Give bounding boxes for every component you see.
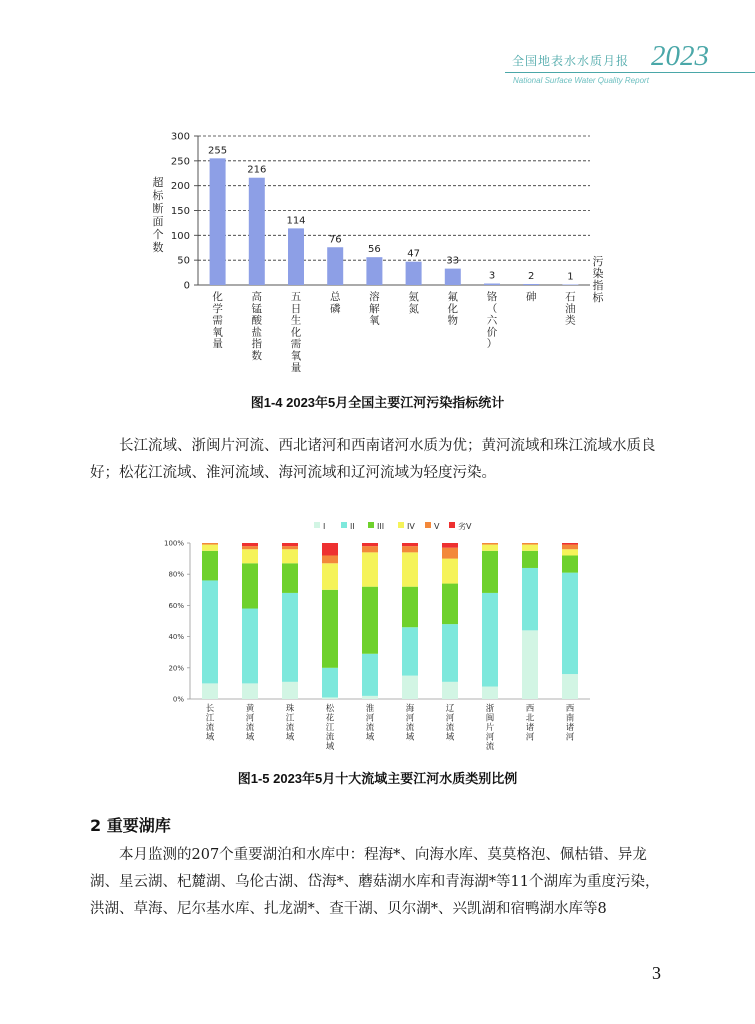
category-label-char: 指 xyxy=(251,338,263,351)
legend-label: II xyxy=(350,522,355,531)
paragraph-text: 本月监测的207个重要湖泊和水库中：程海*、向海水库、莫莫格泡、佩枯错、异龙湖、星云湖、杞麓湖、乌伦古湖、岱海*、蘑菇湖水库和青海湖*等11个湖库为重度污染，洪湖、草海、尼尔基水库、扎龙湖*、查干湖、贝尔湖*、兴凯湖和宿鸭湖水库等8 xyxy=(90,847,660,917)
stacked-segment xyxy=(282,593,298,682)
report-year: 2023 xyxy=(651,40,709,72)
stacked-segment xyxy=(282,543,298,546)
stacked-segment xyxy=(522,551,538,568)
legend-label: I xyxy=(323,522,326,531)
category-label-char: 闽 xyxy=(485,713,495,724)
category-label-char: 价 xyxy=(486,326,498,339)
category-label-char: 流 xyxy=(285,723,295,733)
category-label-char: 域 xyxy=(405,732,415,743)
bar-value-label: 56 xyxy=(368,244,381,256)
stacked-segment xyxy=(402,543,418,546)
legend-swatch xyxy=(449,522,455,528)
stacked-segment xyxy=(362,552,378,586)
stacked-segment xyxy=(442,543,458,548)
stacked-segment xyxy=(402,552,418,586)
y-tick-label: 300 xyxy=(170,131,190,143)
category-label-char: 域 xyxy=(445,732,455,743)
stacked-segment xyxy=(362,696,378,699)
bar-value-label: 76 xyxy=(328,234,342,246)
category-label-char: 砷 xyxy=(525,291,537,303)
stacked-segment xyxy=(322,697,338,699)
y-tick-label: 100 xyxy=(170,230,190,242)
stacked-segment xyxy=(282,682,298,699)
stacked-segment xyxy=(442,584,458,625)
category-label-char: 诸 xyxy=(565,723,575,733)
category-label-char: 河 xyxy=(365,713,375,724)
legend-label: IV xyxy=(407,522,415,531)
bar xyxy=(366,257,382,285)
category-label-char: 流 xyxy=(245,723,255,733)
stacked-segment xyxy=(242,543,258,546)
category-label-char: 片 xyxy=(485,723,495,733)
category-label-char: 化 xyxy=(447,302,459,315)
stacked-segment xyxy=(482,543,498,545)
category-label-char: 流 xyxy=(325,732,335,743)
category-label-char: 石 xyxy=(565,291,576,303)
figure2-caption: 图1-5 2023年5月十大流域主要江河水质类别比例 xyxy=(237,771,518,786)
y-tick-label: 20% xyxy=(168,664,184,673)
category-label-char: 磷 xyxy=(329,302,341,315)
stacked-segment xyxy=(202,543,218,545)
stacked-segment xyxy=(482,687,498,699)
category-label-char: 总 xyxy=(329,291,341,303)
category-label-char: ） xyxy=(486,338,498,351)
stacked-segment xyxy=(442,548,458,559)
stacked-segment xyxy=(402,627,418,675)
y-tick-label: 50 xyxy=(177,255,190,267)
stacked-segment xyxy=(562,573,578,674)
category-label-char: 氧 xyxy=(290,350,302,362)
category-label-char: 珠 xyxy=(285,704,295,714)
bar-value-label: 114 xyxy=(286,215,306,227)
stacked-segment xyxy=(242,549,258,563)
stacked-segment xyxy=(562,674,578,699)
stacked-segment xyxy=(562,545,578,550)
stacked-segment xyxy=(322,563,338,590)
category-label-char: 流 xyxy=(205,723,215,733)
y-axis-label-char: 超 xyxy=(152,176,164,189)
category-label-char: 域 xyxy=(285,732,295,743)
stacked-segment xyxy=(202,580,218,683)
category-label-char: 河 xyxy=(245,713,255,724)
category-label-char: 生 xyxy=(290,314,302,327)
category-label-char: 长 xyxy=(205,704,215,714)
stacked-segment xyxy=(322,555,338,563)
category-label-char: 流 xyxy=(405,723,415,733)
stacked-segment xyxy=(202,683,218,699)
category-label-char: 北 xyxy=(525,713,535,724)
stacked-segment xyxy=(202,545,218,551)
stacked-segment xyxy=(522,543,538,545)
stacked-segment xyxy=(522,545,538,551)
category-label-char: 需 xyxy=(290,338,302,351)
y-tick-label: 0 xyxy=(183,280,190,292)
category-label-char: 盐 xyxy=(251,326,263,339)
report-subtitle: National Surface Water Quality Report xyxy=(513,76,649,85)
x-axis-label-char: 指 xyxy=(592,279,604,292)
category-label-char: 氧 xyxy=(369,314,380,327)
y-tick-label: 60% xyxy=(168,601,184,610)
bar-value-label: 33 xyxy=(446,255,460,267)
category-label-char: 氧 xyxy=(212,326,223,339)
category-label-char: （ xyxy=(486,302,498,315)
category-label-char: 铬 xyxy=(486,291,498,303)
category-label-char: 域 xyxy=(365,732,375,743)
stacked-segment xyxy=(402,546,418,552)
stacked-segment xyxy=(562,549,578,555)
stacked-segment xyxy=(562,555,578,572)
stacked-segment xyxy=(522,568,538,630)
category-label-char: 域 xyxy=(205,732,215,743)
category-label-char: 氟 xyxy=(447,291,459,303)
stacked-segment xyxy=(322,668,338,698)
category-label-char: 河 xyxy=(565,732,575,743)
bar-value-label: 47 xyxy=(407,248,420,260)
bar xyxy=(210,158,226,285)
legend-swatch xyxy=(341,522,347,528)
stacked-segment xyxy=(482,593,498,687)
stacked-segment xyxy=(562,543,578,545)
category-label-char: 化 xyxy=(290,326,302,339)
bar xyxy=(327,247,343,285)
category-label-char: 河 xyxy=(445,713,455,724)
y-axis-label-char: 标 xyxy=(152,189,164,202)
category-label-char: 日 xyxy=(290,302,302,315)
stacked-segment xyxy=(402,587,418,628)
section-title: 2 重要湖库 xyxy=(90,816,171,835)
y-axis-label-char: 面 xyxy=(152,215,164,228)
category-label-char: 海 xyxy=(405,704,415,714)
bar xyxy=(523,284,539,285)
category-label-char: 溶 xyxy=(369,291,380,303)
stacked-segment xyxy=(242,683,258,699)
category-label-char: 锰 xyxy=(251,302,263,315)
category-label-char: 河 xyxy=(525,732,535,743)
x-axis-label-char: 染 xyxy=(592,267,604,280)
stacked-segment xyxy=(322,590,338,668)
category-label-char: 淮 xyxy=(365,704,375,714)
stacked-segment xyxy=(362,587,378,654)
category-label-char: 六 xyxy=(486,314,498,327)
bar xyxy=(249,178,265,285)
legend-swatch xyxy=(368,522,374,528)
bar-value-label: 216 xyxy=(247,164,267,176)
category-label-char: 学 xyxy=(212,302,223,315)
category-label-char: 物 xyxy=(447,314,459,327)
bar-value-label: 1 xyxy=(567,271,574,283)
category-label-char: 域 xyxy=(325,742,335,752)
y-tick-label: 150 xyxy=(170,206,190,217)
category-label-char: 需 xyxy=(212,314,223,327)
category-label-char: 江 xyxy=(285,713,295,724)
bar-value-label: 3 xyxy=(488,270,496,282)
y-axis-label-char: 数 xyxy=(152,241,164,254)
y-tick-label: 80% xyxy=(168,570,184,579)
bar xyxy=(288,228,304,285)
category-label-char: 氨 xyxy=(408,291,419,303)
y-axis-label-char: 个 xyxy=(152,228,164,241)
category-label-char: 流 xyxy=(445,723,455,733)
figure1-caption: 图1-4 2023年5月全国主要江河污染指标统计 xyxy=(250,395,505,410)
y-tick-label: 100% xyxy=(163,539,184,548)
category-label-char: 松 xyxy=(325,704,335,714)
legend-swatch xyxy=(314,522,320,528)
stacked-segment xyxy=(202,551,218,581)
stacked-segment xyxy=(362,546,378,552)
bar-value-label: 255 xyxy=(208,145,228,157)
category-label-char: 数 xyxy=(251,350,263,362)
y-tick-label: 40% xyxy=(168,633,184,642)
category-label-char: 高 xyxy=(251,291,263,303)
y-tick-label: 250 xyxy=(170,156,190,168)
category-label-char: 南 xyxy=(565,713,575,724)
legend-label: V xyxy=(434,522,440,531)
stacked-segment xyxy=(442,682,458,699)
stacked-segment xyxy=(242,546,258,549)
legend-swatch xyxy=(398,522,404,528)
category-label-char: 氮 xyxy=(408,302,419,315)
x-axis-label-char: 标 xyxy=(592,291,604,304)
stacked-segment xyxy=(362,543,378,546)
paragraph-basin-quality xyxy=(90,433,668,487)
legend-swatch xyxy=(425,522,431,528)
category-label-char: 油 xyxy=(565,302,576,315)
category-label-char: 流 xyxy=(485,742,495,752)
category-label-char: 流 xyxy=(365,723,375,733)
category-label-char: 西 xyxy=(565,704,575,714)
bar xyxy=(484,284,500,285)
category-label-char: 江 xyxy=(205,713,215,724)
category-label-char: 五 xyxy=(290,291,302,303)
paragraph-lakes xyxy=(90,842,668,923)
category-label-char: 浙 xyxy=(485,704,495,714)
category-label-char: 酸 xyxy=(251,314,263,327)
y-axis-label-char: 断 xyxy=(152,202,164,215)
x-axis-label-char: 污 xyxy=(592,255,604,268)
stacked-segment xyxy=(442,624,458,682)
paragraph-text: 长江流域、浙闽片河流、西北诸河和西南诸河水质为优；黄河流域和珠江流域水质良好；松花江流域、淮河流域、海河流域和辽河流域为轻度污染。 xyxy=(90,438,656,481)
bar-value-label: 2 xyxy=(528,271,535,283)
report-title: 全国地表水水质月报 xyxy=(512,54,630,68)
stacked-segment xyxy=(242,563,258,608)
y-tick-label: 200 xyxy=(170,181,190,193)
category-label-char: 量 xyxy=(212,338,223,351)
water-quality-stacked-chart xyxy=(0,510,755,760)
pollution-indicator-bar-chart xyxy=(0,0,755,380)
stacked-segment xyxy=(282,549,298,563)
stacked-segment xyxy=(402,676,418,699)
legend-label: 劣V xyxy=(458,522,472,531)
category-label-char: 解 xyxy=(369,302,380,315)
stacked-segment xyxy=(282,546,298,549)
category-label-char: 黄 xyxy=(245,704,255,714)
category-label-char: 量 xyxy=(290,361,302,374)
category-label-char: 域 xyxy=(245,732,255,743)
stacked-segment xyxy=(442,559,458,584)
stacked-segment xyxy=(482,551,498,593)
stacked-segment xyxy=(282,563,298,593)
category-label-char: 诸 xyxy=(525,723,535,733)
category-label-char: 辽 xyxy=(445,704,455,714)
page-number: 3 xyxy=(652,963,661,983)
category-label-char: 江 xyxy=(325,723,335,733)
stacked-segment xyxy=(362,654,378,696)
stacked-segment xyxy=(322,543,338,555)
bar xyxy=(406,262,422,285)
stacked-segment xyxy=(242,609,258,684)
category-label-char: 化 xyxy=(212,291,223,303)
y-tick-label: 0% xyxy=(172,695,184,704)
category-label-char: 河 xyxy=(405,713,415,724)
category-label-char: 西 xyxy=(525,704,535,714)
legend-label: III xyxy=(377,522,385,531)
stacked-segment xyxy=(522,630,538,699)
category-label-char: 河 xyxy=(485,732,495,743)
stacked-segment xyxy=(482,545,498,551)
bar xyxy=(445,269,461,285)
category-label-char: 花 xyxy=(325,713,335,724)
category-label-char: 类 xyxy=(565,314,576,327)
